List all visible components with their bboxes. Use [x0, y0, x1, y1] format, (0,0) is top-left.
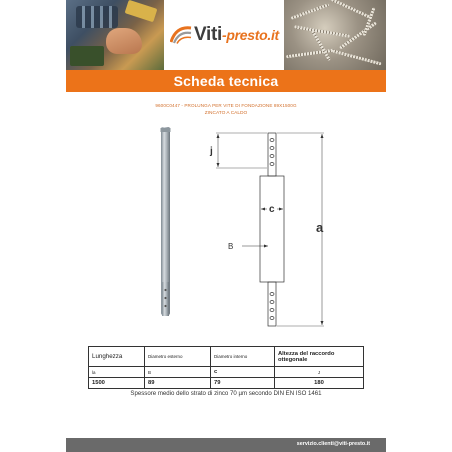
table-cell: 89	[145, 378, 211, 389]
technical-drawing	[66, 120, 386, 340]
dim-label-j: j	[210, 146, 213, 157]
brand-name: Viti-presto.it	[194, 24, 279, 45]
dim-label-c: c	[269, 204, 275, 215]
dim-label-b: B	[228, 242, 234, 251]
logo-arc-icon	[170, 24, 192, 44]
table-cell: 180	[275, 378, 364, 389]
table-cell: c	[211, 367, 275, 378]
table-cell: 1500	[89, 378, 145, 389]
header	[66, 0, 386, 70]
table-header-cell: Altezza del raccordo ottegonale	[275, 347, 364, 367]
table-cell: J	[275, 367, 364, 378]
footer-bar	[66, 438, 386, 452]
product-code: 9600C0447 - PROLUNGA PER VITE DI FONDAZIONE 89X1500G	[155, 103, 297, 108]
table-cell: 79	[211, 378, 275, 389]
table-cell: la	[89, 367, 145, 378]
datasheet-page	[66, 0, 386, 452]
footer-email-link[interactable]: servizio.clienti@viti-presto.it	[296, 441, 370, 447]
product-finish: ZINCATO A CALDO	[204, 111, 248, 116]
table-header-cell: Diametro esterno	[145, 347, 211, 367]
table-header-cell: Diametro interno	[211, 347, 275, 367]
zinc-coating-note: Spessore medio dello strato di zinco 70 µm secondo DIN EN ISO 1461	[130, 390, 322, 397]
section-banner: Scheda tecnica	[66, 70, 386, 92]
table-header-cell: Lunghezza	[89, 347, 145, 367]
table-row	[89, 367, 364, 378]
header-photo-screws	[284, 0, 386, 70]
brand-logo	[164, 0, 284, 70]
pipe-photo	[161, 127, 171, 316]
spec-table	[88, 346, 364, 389]
pipe-line-drawing	[216, 133, 324, 326]
table-row	[89, 347, 364, 367]
table-cell: B	[145, 367, 211, 378]
table-row	[89, 378, 364, 389]
header-photo-tools	[66, 0, 164, 70]
dim-label-a: a	[316, 220, 324, 235]
